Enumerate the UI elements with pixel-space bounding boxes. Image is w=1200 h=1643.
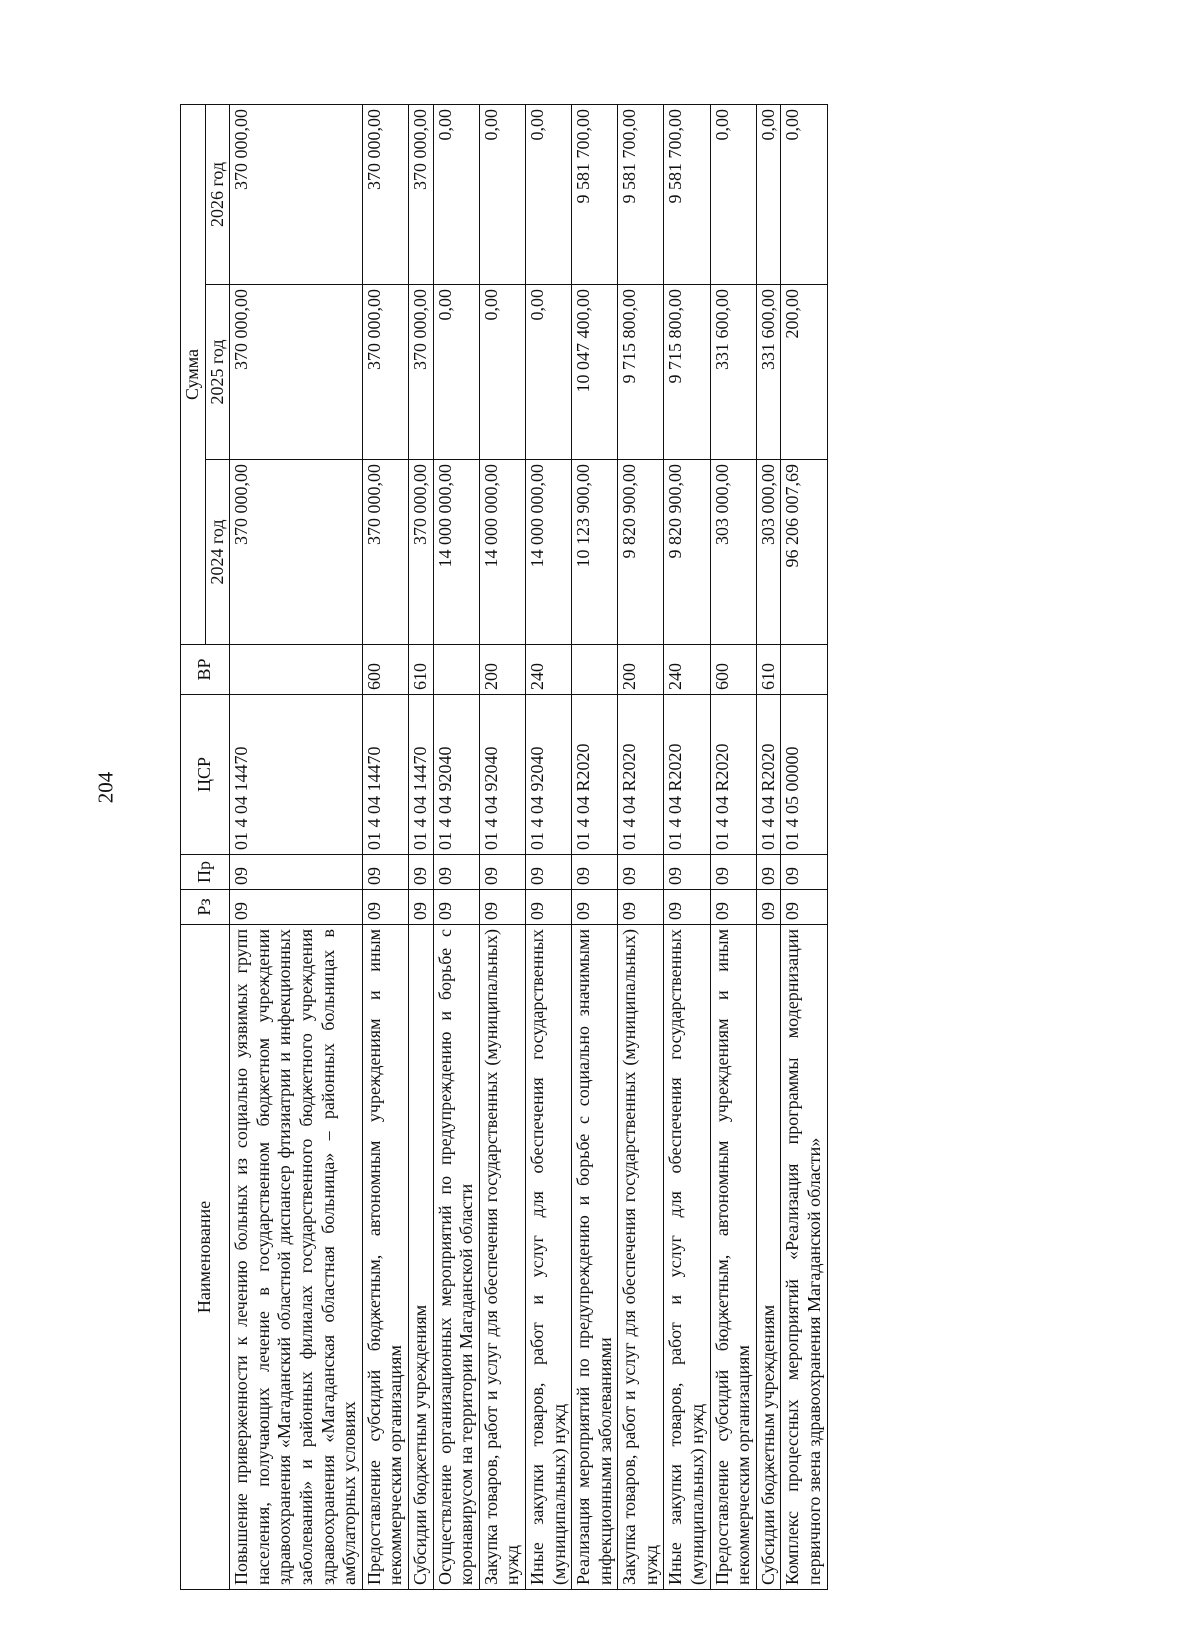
cell-vr: 610 [756,645,781,695]
cell-vr: 240 [525,645,571,695]
cell-pr: 09 [362,855,408,890]
cell-pr: 09 [710,855,756,890]
cell-2026: 0,00 [433,104,479,284]
table-row [479,104,525,1589]
cell-2025: 370 000,00 [408,285,433,460]
cell-vr [230,645,363,695]
table-row [433,104,479,1589]
cell-rz: 09 [433,890,479,925]
cell-2024: 96 206 007,69 [781,460,827,645]
cell-2024: 303 000,00 [756,460,781,645]
cell-2026: 9 581 700,00 [572,104,618,284]
cell-2026: 370 000,00 [230,104,363,284]
cell-2025: 9 715 800,00 [664,285,710,460]
cell-pr: 09 [230,855,363,890]
cell-vr: 240 [664,645,710,695]
cell-pr: 09 [433,855,479,890]
cell-name: Субсидии бюджетным учреждениям [408,925,433,1590]
cell-name: Реализация мероприятий по предупреждению и борьбе с социально значимыми инфекционными заболеваниями [572,925,618,1590]
cell-2026: 370 000,00 [408,104,433,284]
cell-pr: 09 [479,855,525,890]
cell-name: Повышение приверженности к лечению больных из социально уязвимых групп населения, получающих лечение в государственном бюджетном учреждении здравоохранения «Магаданский областной диспансер фтизиатрии и инфекционных заболеваний» и районных филиалах государственного бюджетного учреждения здравоохранения «Магаданская областная больница» – районных больницах в амбулаторных условиях [230,925,363,1590]
cell-rz: 09 [408,890,433,925]
header-csr: ЦСР [181,695,230,855]
cell-2025: 331 600,00 [756,285,781,460]
header-2025: 2025 год [205,285,230,460]
cell-2024: 10 123 900,00 [572,460,618,645]
cell-2025: 10 047 400,00 [572,285,618,460]
table-row [572,104,618,1589]
cell-csr: 01 4 04 92040 [525,695,571,855]
cell-csr: 01 4 04 R2020 [618,695,664,855]
cell-csr: 01 4 04 R2020 [572,695,618,855]
cell-csr: 01 4 04 92040 [433,695,479,855]
table-row [525,104,571,1589]
cell-2025: 0,00 [479,285,525,460]
cell-2024: 370 000,00 [408,460,433,645]
cell-2026: 0,00 [710,104,756,284]
cell-rz: 09 [618,890,664,925]
cell-rz: 09 [525,890,571,925]
table-row [362,104,408,1589]
cell-vr: 610 [408,645,433,695]
cell-2024: 14 000 000,00 [433,460,479,645]
cell-rz: 09 [572,890,618,925]
cell-pr: 09 [408,855,433,890]
cell-vr [572,645,618,695]
table-row [756,104,781,1589]
table-body [230,104,827,1589]
cell-vr: 600 [362,645,408,695]
cell-vr [433,645,479,695]
cell-2024: 14 000 000,00 [479,460,525,645]
cell-2024: 9 820 900,00 [664,460,710,645]
cell-name: Закупка товаров, работ и услуг для обеспечения государственных (муниципальных) нужд [618,925,664,1590]
cell-2025: 331 600,00 [710,285,756,460]
table-row [230,104,363,1589]
cell-csr: 01 4 04 92040 [479,695,525,855]
cell-2026: 9 581 700,00 [664,104,710,284]
cell-name: Предоставление субсидий бюджетным, автономным учреждениям и иным некоммерческим организациям [362,925,408,1590]
cell-2024: 303 000,00 [710,460,756,645]
table-header [181,104,230,1589]
cell-rz: 09 [664,890,710,925]
cell-csr: 01 4 04 14470 [230,695,363,855]
cell-2026: 9 581 700,00 [618,104,664,284]
cell-2025: 0,00 [433,285,479,460]
cell-rz: 09 [230,890,363,925]
header-rz: Рз [181,890,230,925]
cell-vr: 200 [479,645,525,695]
table-row [618,104,664,1589]
cell-2025: 370 000,00 [362,285,408,460]
header-2024: 2024 год [205,460,230,645]
cell-csr: 01 4 05 00000 [781,695,827,855]
cell-2025: 0,00 [525,285,571,460]
cell-name: Предоставление субсидий бюджетным, автономным учреждениям и иным некоммерческим организациям [710,925,756,1590]
header-name: Наименование [181,925,230,1590]
cell-name: Комплекс процессных мероприятий «Реализация программы модернизации первичного звена здравоохранения Магаданской области» [781,925,827,1590]
table-row [710,104,756,1589]
page-number: 204 [93,771,118,804]
cell-2024: 370 000,00 [230,460,363,645]
cell-pr: 09 [756,855,781,890]
cell-name: Осуществление организационных мероприятий по предупреждению и борьбе с коронавирусом на территории Магаданской области [433,925,479,1590]
cell-pr: 09 [618,855,664,890]
cell-name: Субсидии бюджетным учреждениям [756,925,781,1590]
table-row [664,104,710,1589]
cell-csr: 01 4 04 R2020 [710,695,756,855]
cell-2026: 0,00 [479,104,525,284]
cell-2024: 14 000 000,00 [525,460,571,645]
cell-csr: 01 4 04 14470 [408,695,433,855]
cell-name: Закупка товаров, работ и услуг для обеспечения государственных (муниципальных) нужд [479,925,525,1590]
cell-2025: 370 000,00 [230,285,363,460]
cell-2025: 200,00 [781,285,827,460]
cell-2026: 370 000,00 [362,104,408,284]
cell-2024: 370 000,00 [362,460,408,645]
cell-csr: 01 4 04 R2020 [756,695,781,855]
cell-rz: 09 [781,890,827,925]
cell-name: Иные закупки товаров, работ и услуг для обеспечения государственных (муниципальных) нужд [525,925,571,1590]
cell-pr: 09 [781,855,827,890]
cell-rz: 09 [756,890,781,925]
cell-rz: 09 [710,890,756,925]
cell-name: Иные закупки товаров, работ и услуг для обеспечения государственных (муниципальных) нужд [664,925,710,1590]
header-sum: Сумма [181,104,206,644]
cell-pr: 09 [664,855,710,890]
table-row [408,104,433,1589]
cell-vr [781,645,827,695]
cell-vr: 600 [710,645,756,695]
cell-2026: 0,00 [781,104,827,284]
budget-table [180,104,828,1590]
cell-rz: 09 [479,890,525,925]
header-vr: ВР [181,645,230,695]
header-2026: 2026 год [205,104,230,284]
cell-2026: 0,00 [756,104,781,284]
header-pr: Пр [181,855,230,890]
cell-2026: 0,00 [525,104,571,284]
cell-pr: 09 [572,855,618,890]
cell-pr: 09 [525,855,571,890]
cell-csr: 01 4 04 14470 [362,695,408,855]
table-row [781,104,827,1589]
rotated-table-wrapper [180,105,1050,1590]
cell-2024: 9 820 900,00 [618,460,664,645]
cell-csr: 01 4 04 R2020 [664,695,710,855]
cell-rz: 09 [362,890,408,925]
cell-vr: 200 [618,645,664,695]
cell-2025: 9 715 800,00 [618,285,664,460]
